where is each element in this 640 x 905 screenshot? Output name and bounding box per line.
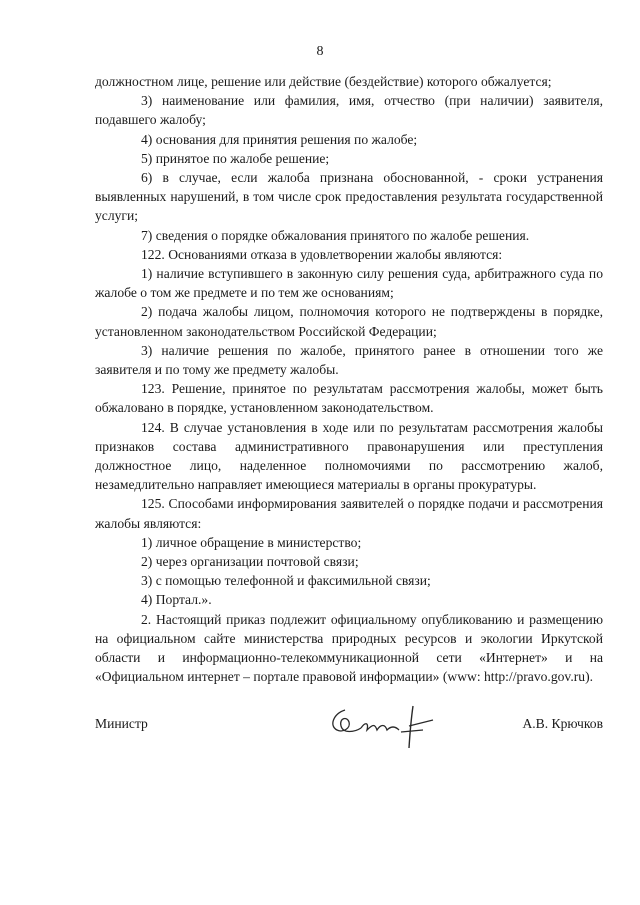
paragraph: 125. Способами информирования заявителей о порядке подачи и рассмотрения жалобы являются: (95, 496, 603, 531)
paragraph: 4) основания для принятия решения по жалобе; (141, 131, 418, 147)
paragraph: 3) наличие решения по жалобе, принятого ранее в отношении того же заявителя и по тому же предмету жалобы. (95, 342, 603, 378)
paragraph: 3) наименование или фамилия, имя, отчество (при наличии) заявителя, подавшего жалобу; (95, 93, 603, 128)
handwritten-signature (315, 700, 445, 760)
signatory-title: Министр (95, 716, 148, 731)
paragraph: 3) с помощью телефонной и факсимильной связи; (141, 573, 431, 589)
page-number: 8 (316, 44, 324, 59)
signatory-name: А.В. Крючков (522, 716, 603, 731)
paragraph: 2) подача жалобы лицом, полномочия которого не подтверждены в порядке, установленном законодательством Российской Федерации; (95, 304, 603, 339)
paragraph: 7) сведения о порядке обжалования принятого по жалобе решения. (141, 227, 530, 243)
paragraph: 2. Настоящий приказ подлежит официальному опубликованию и размещению на официальном сайте министерства природных ресурсов и экологии Иркутской области и информационно-телекоммуникационной сети «Интернет» и на «Официальном интернет – портале правовой информации» (www: http://pravo.gov.ru). (95, 611, 603, 685)
document-body (95, 72, 603, 687)
paragraph: 4) Портал.». (141, 592, 212, 608)
paragraph: 123. Решение, принятое по результатам рассмотрения жалобы, может быть обжаловано в порядке, установленном законодательством. (95, 381, 603, 416)
paragraph: 5) принятое по жалобе решение; (141, 150, 330, 166)
signature-block (95, 714, 603, 774)
paragraph: 1) наличие вступившего в законную силу решения суда, арбитражного суда по жалобе о том же предмете и по тем же основаниям; (95, 266, 603, 301)
paragraph: должностном лице, решение или действие (бездействие) которого обжалуется; (95, 74, 552, 89)
paragraph: 124. В случае установления в ходе или по результатам рассмотрения жалобы признаков состава административного правонарушения или преступления должностное лицо, наделенное полномочиями по рассмотрению жалоб, незамедлительно направляет имеющиеся материалы в органы прокуратуры. (95, 419, 603, 493)
paragraph: 122. Основаниями отказа в удовлетворении жалобы являются: (141, 246, 503, 262)
paragraph: 2) через организации почтовой связи; (141, 554, 359, 570)
paragraph: 1) личное обращение в министерство; (141, 534, 362, 550)
paragraph: 6) в случае, если жалоба признана обоснованной, - сроки устранения выявленных нарушений, в том числе срок предоставления результата государственной услуги; (95, 170, 603, 224)
